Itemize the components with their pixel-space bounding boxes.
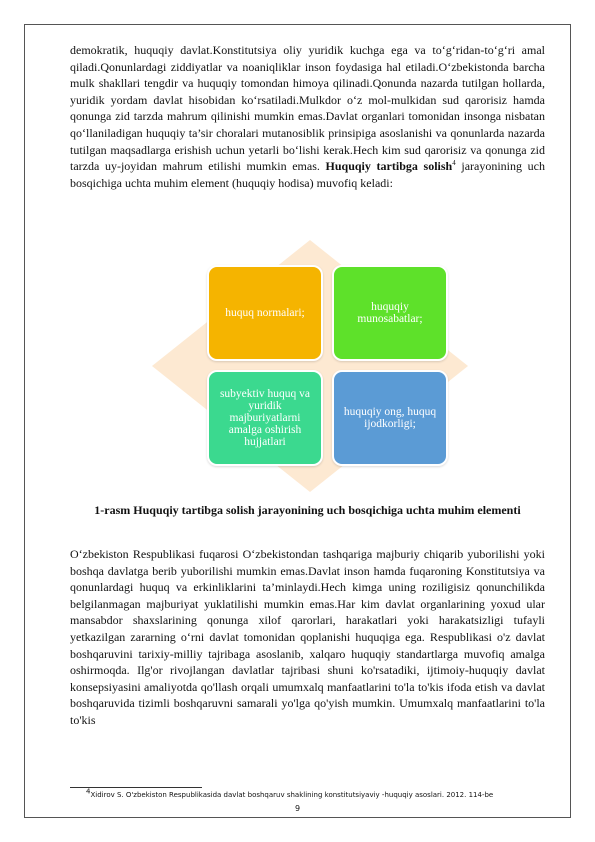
elements-diagram — [150, 238, 470, 508]
footnote-ref[interactable]: 4 — [452, 159, 456, 168]
paragraph-main-text: O‘zbekiston Respublikasi fuqarosi O‘zbekistondan tashqariga majburiy chiqarib yuborilishi yoki boshqa davlatga berib yuborilishi mumkin emas.Davlat inson hamda fuqaroning Konstitutsiya va qonunlardagi huquq va erkinliklarini ta’minlaydi.Hech kimga uning roziligisiz qonunchilikda belgilanmagan majburiyat yuklatilishi mumkin emas.Har kim davlat organlarining yoxud ular mansabdor shaxslarining qonunga xilof qarorlari, harakatlari yoki harakatsizligi tufayli yetkazilgan zararning o‘rni davlat tomonidan qoplanishi huquqiga ega. Respublikasi o'z davlat boshqaruvini tarixiy-milliy tajribaga asoslanib, xalqaro huquqiy standartlarga muvofiq amalga oshirmoqda. Ilg'or rivojlangan davlatlar tajribasi shuni ko'rsatadiki, ijtimoiy-huquqiy davlat konsepsiyasini amaliyotda qo'llash orqali umumxalq manfaatlarini to'la to'kis ifoda etish va davlat boshqaruvida tizimli boshqaruvni samarali yo'lga qo'yish mumkin. Umumxalq manfaatlarini to'la to'kis — [70, 547, 545, 727]
footnote-text: Xidirov S. O'zbekiston Respublikasida davlat boshqaruv shaklining konstitutsiyaviy -huquqiy asoslari. 2012. 114-be — [90, 791, 494, 799]
paragraph-main — [70, 546, 545, 729]
figure-caption: 1-rasm Huquqiy tartibga solish jarayonining uch bosqichiga uchta muhim elementi — [94, 503, 521, 517]
diagram-box-implementation-acts: subyektiv huquq va yuridik majburiyatlarni amalga oshirish hujjatlari — [207, 370, 323, 466]
footnote — [86, 787, 566, 800]
page-number: 9 — [294, 804, 301, 813]
paragraph-intro-tail: jarayonining uch bosqichiga uchta muhim element (huquqiy hodisa) muvofiq keladi: — [70, 159, 545, 190]
bold-term: Huquqiy tartibga solish — [325, 159, 453, 174]
diagram-box-legal-consciousness: huquqiy ong, huquq ijodkorligi; — [332, 370, 448, 466]
diagram-box-legal-norms: huquq normalari; — [207, 265, 323, 361]
paragraph-intro — [70, 42, 545, 191]
footnote-number: 4 — [86, 787, 91, 796]
diagram-box-legal-relations: huquqiy munosabatlar; — [332, 265, 448, 361]
paragraph-intro-text: demokratik, huquqiy davlat.Konstitutsiya oliy yuridik kuchga ega va to‘g‘ridan-to‘g‘ri amal qiladi.Qonunlardagi ziddiyatlar va noaniqliklar inson foydasiga hal etiladi.O‘zbekistonda barcha mulk shakllari tengdir va huquqiy tomondan himoya qilinadi.Qonunda nazarda tutilgan hollarda, yuridik yordam davlat hisobidan ko‘rsatiladi.Mulkdor o‘z mol-mulkidan sud qarorisiz hamda qonunga zid tarzda mahrum qilinishi mumkin emas.Davlat organlari tomonidan insonga nisbatan qo‘llaniladigan huquqiy ta’sir choralari mutanosiblik prinsipiga asoslanishi va qonunlarda nazarda tutilgan maqsadlarga erishish uchun yetarli bo‘lishi kerak.Hech kim sud qarorisiz va qonunga zid tarzda uy-joyidan mahrum etilishi mumkin emas. — [70, 43, 545, 174]
